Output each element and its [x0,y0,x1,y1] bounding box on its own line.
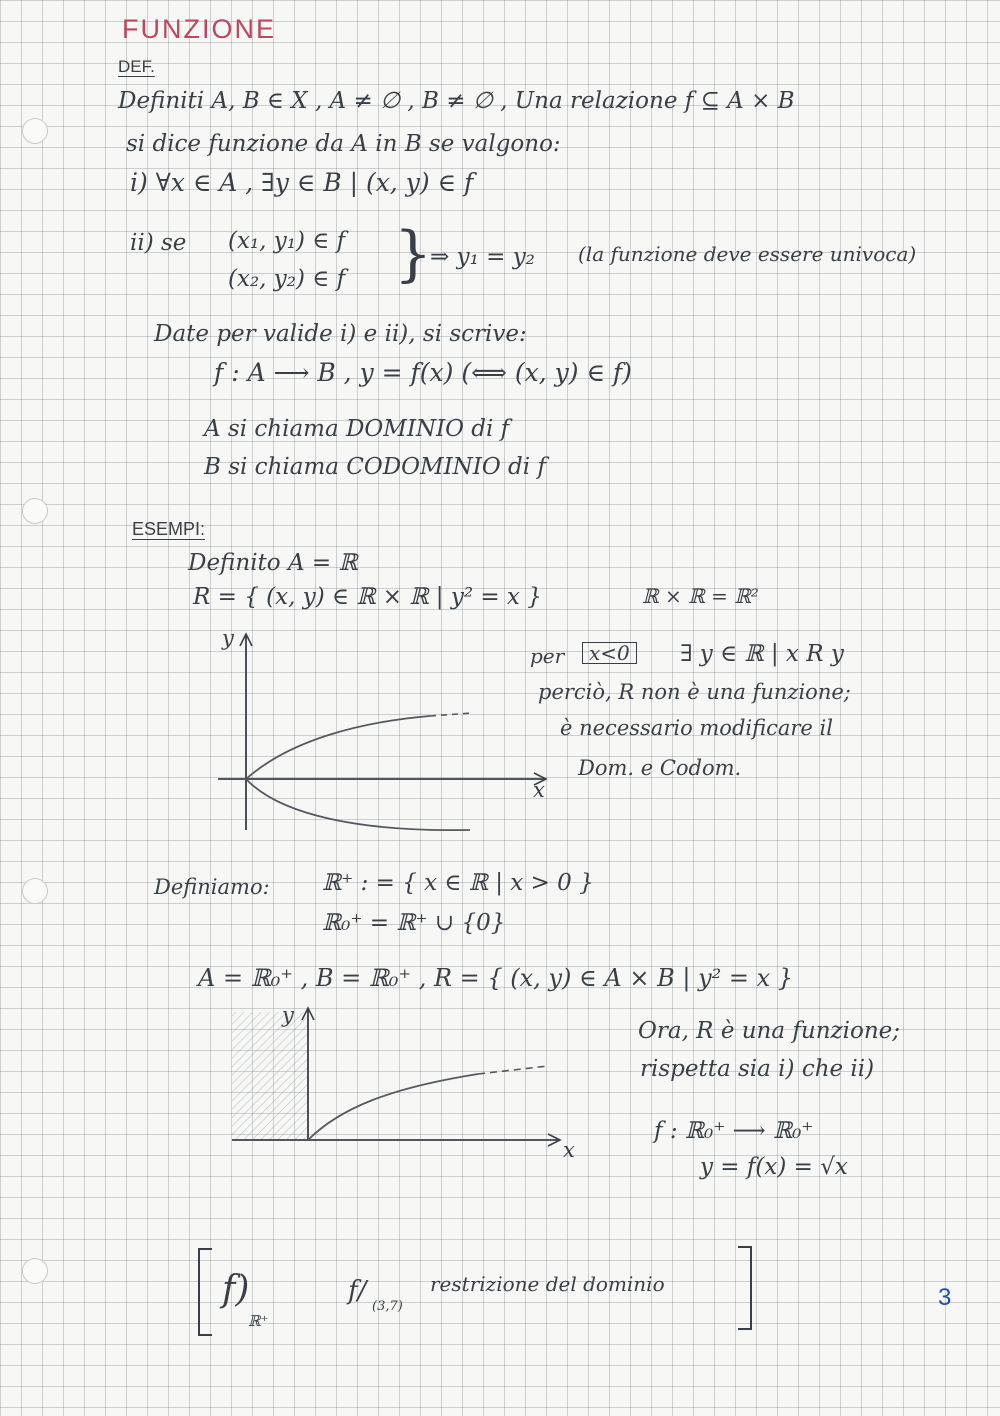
example1-parabola [246,716,470,830]
example2-relation: A = ℝ₀⁺ , B = ℝ₀⁺ , R = { (x, y) ∈ A × B | y² = x } [198,964,794,992]
example2-x-axis-label: x [563,1138,575,1162]
example1-note-3: è necessario modificare il [560,716,833,740]
example2-sqrt-dashes [478,1066,548,1074]
example1-relation: R = { (x, y) ∈ ℝ × ℝ | y² = x } [193,584,542,610]
notation-formula: f : A ⟶ B , y = f(x) (⟺ (x, y) ∈ f) [214,358,632,387]
example2-note-2: rispetta sia i) che ii) [640,1056,875,1082]
definition-line-1: Definiti A, B ∈ X , A ≠ ∅ , B ≠ ∅ , Una relazione f ⊆ A × B [118,88,795,114]
restriction-f: f) [222,1269,250,1310]
example1-note-2: perciò, R non è una funzione; [538,680,851,704]
condition-ii-note: (la funzione deve essere univoca) [578,242,917,266]
condition-ii-label: ii) se [130,230,187,256]
def-label: DEF. [118,57,155,76]
condition-i: i) ∀x ∈ A , ∃y ∈ B | (x, y) ∈ f [130,168,474,197]
notation-intro: Date per valide i) e ii), si scrive: [154,321,527,347]
example2-define-label: Definiamo: [154,875,270,899]
example2-rplus0: ℝ₀⁺ = ℝ⁺ ∪ {0} [322,910,506,936]
example1-note-box: x<0 [582,642,637,664]
condition-ii-result: ⇒ y₁ = y₂ [430,244,535,270]
example1-note-prefix: per [530,644,565,668]
example2-hatched-region [232,1012,308,1140]
example2-sqrt-curve [308,1074,478,1140]
example1-note-1: ∃ y ∈ ℝ | x R y [680,641,844,667]
examples-label: ESEMPI: [132,519,206,539]
page-number: 3 [938,1284,952,1311]
example1-parabola-dashes [430,713,472,716]
example2-function: f : ℝ₀⁺ ⟶ ℝ₀⁺ [654,1118,814,1144]
example2-rplus: ℝ⁺ : = { x ∈ ℝ | x > 0 } [322,870,594,896]
definition-line-2: si dice funzione da A in B se valgono: [126,131,561,157]
codomain-statement: B si chiama CODOMINIO di f [204,454,546,480]
restriction-interval: (3,7) [372,1299,403,1314]
example2-note-1: Ora, R è una funzione; [638,1018,901,1044]
restriction-text: restrizione del dominio [430,1272,665,1296]
condition-ii-pair-b: (x₂, y₂) ∈ f [228,266,346,292]
example1-x-axis-label: x [533,778,545,802]
condition-ii-pair-a: (x₁, y₁) ∈ f [228,228,346,254]
condition-ii-brace: } [394,219,433,289]
restriction-f-subscript: ℝ⁺ [248,1312,269,1330]
example1-given: Definito A = ℝ [188,550,358,576]
example1-note-4: Dom. e Codom. [578,756,742,780]
example2-rule: y = f(x) = √x [700,1154,848,1180]
example1-product: ℝ × ℝ = ℝ² [642,584,759,608]
example1-y-axis-label: y [222,626,234,650]
restriction-interval-f: f/ [348,1276,367,1306]
domain-statement: A si chiama DOMINIO di f [204,416,510,442]
page-title: FUNZIONE [122,14,276,44]
